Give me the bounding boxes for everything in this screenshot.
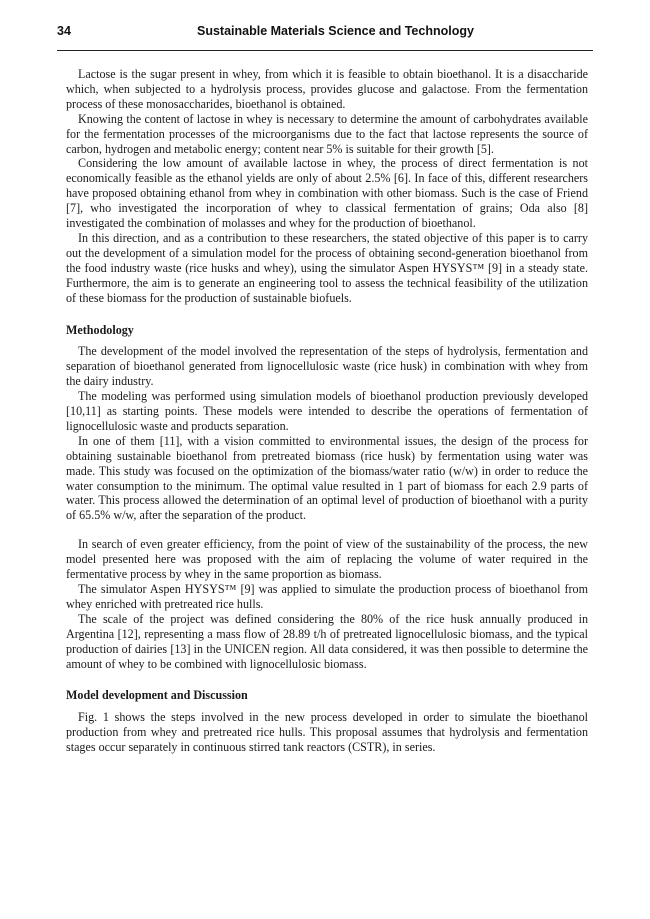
header-rule [57,50,593,51]
section-heading-model-development: Model development and Discussion [66,688,248,703]
article-body [66,67,588,755]
journal-title: Sustainable Materials Science and Technology [197,24,474,38]
body-paragraph: The modeling was performed using simulation models of bioethanol production previously developed [10,11] as starting points. These models were intended to describe the operations of fermentation of lignocellulosic waste and products separation. [66,389,588,433]
section-gap [66,671,588,688]
paragraph-gap [66,523,588,537]
running-header [57,24,593,44]
body-paragraph: Lactose is the sugar present in whey, from which it is feasible to obtain bioethanol. It is a disaccharide which, when subjected to a hydrolysis process, provides glucose and galactose. From the fermentation process of these monosaccharides, bioethanol is obtained. [66,67,588,111]
body-paragraph: In one of them [11], with a vision committed to environmental issues, the design of the process for obtaining sustainable bioethanol from pretreated biomass (rice husk) by fermentation using water was made. This study was focused on the optimization of the biomass/water ratio (w/w) in order to reduce the water consumption to the minimum. The optimal value resulted in 1 part of biomass for each 2.9 parts of water. This process allowed the determination of an optimal level of production of bioethanol with a purity of 65.5% w/w, after the separation of the product. [66,433,588,523]
body-paragraph: Knowing the content of lactose in whey is necessary to determine the amount of carbohydrates available for the fermentation processes of the microorganisms due to the fact that lactose represents the source of carbon, hydrogen and metabolic energy; content near 5% is suitable for their growth [5]. [66,111,588,156]
body-paragraph: In search of even greater efficiency, from the point of view of the sustainability of the process, the new model presented here was proposed with the aim of replacing the volume of water required in the fermentative process by whey in the same proportion as biomass. [66,537,588,582]
body-paragraph: The scale of the project was defined considering the 80% of the rice husk annually produced in Argentina [12], representing a mass flow of 28.89 t/h of pretreated lignocellulosic biomass, and the typical production of dairies [13] in the UNICEN region. All data considered, it was then possible to determine the amount of whey to be combined with lignocellulosic biomass. [66,611,588,671]
section-heading-methodology: Methodology [66,322,134,337]
body-paragraph: Fig. 1 shows the steps involved in the new process developed in order to simulate the bioethanol production from whey and pretreated rice hulls. This proposal assumes that hydrolysis and fermentation stages occur separately in continuous stirred tank reactors (CSTR), in series. [66,710,588,755]
heading-gap [66,703,588,710]
heading-gap [66,337,588,344]
page-number: 34 [57,24,71,38]
body-paragraph: The development of the model involved the representation of the steps of hydrolysis, fermentation and separation of bioethanol generated from lignocellulosic waste (rice husk) in combination with whey from the dairy industry. [66,344,588,389]
body-paragraph: The simulator Aspen HYSYS™ [9] was applied to simulate the production process of bioethanol from whey enriched with pretreated rice hulls. [66,582,588,611]
body-paragraph: In this direction, and as a contribution to these researchers, the stated objective of this paper is to carry out the development of a simulation model for the process of obtaining second-generation bioethanol from the food industry waste (rice husks and whey), using the simulator Aspen HYSYS™ [9] in a steady state. Furthermore, the aim is to generate an engineering tool to assess the technical feasibility of the utilization of these biomass for the production of sustainable biofuels. [66,230,588,305]
section-gap [66,306,588,323]
body-paragraph: Considering the low amount of available lactose in whey, the process of direct fermentation is not economically feasible as the ethanol yields are only of about 2.5% [6]. In face of this, different researchers have proposed obtaining ethanol from whey in combination with other biomass. Such is the case of Friend [7], who investigated the incorporation of whey to classical fermentation of grains; Oda also [8] investigated the combination of molasses and whey for the production of bioethanol. [66,156,588,231]
